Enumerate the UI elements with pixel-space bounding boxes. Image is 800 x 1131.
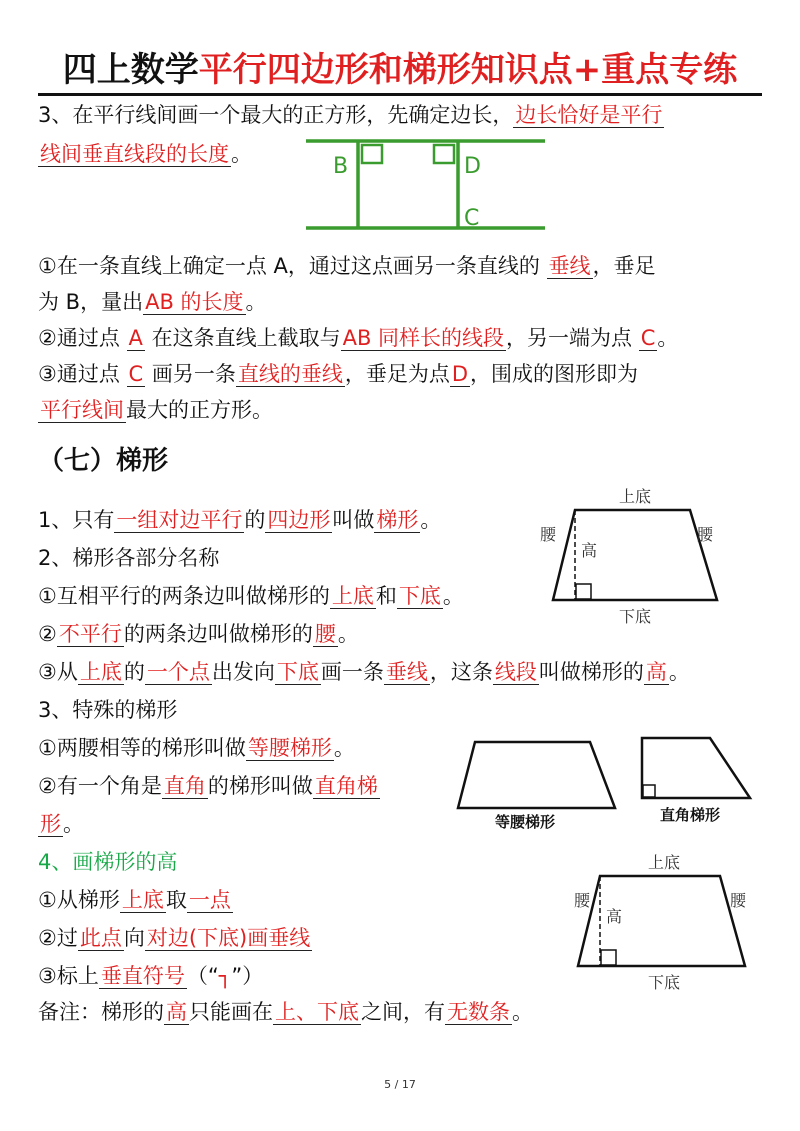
right-angle-mark-right — [434, 145, 454, 163]
right-angle-mark-2 — [601, 950, 616, 965]
label-c: C — [464, 206, 480, 231]
label-b: B — [333, 154, 349, 179]
right-angle-mark-special — [643, 785, 655, 797]
label-top-base: 上底 — [619, 487, 652, 506]
label-bottom-base-2: 下底 — [648, 973, 681, 992]
draw-height-note: 备注：梯形的高只能画在上、下底之间，有无数条。 — [38, 1000, 533, 1024]
label-leg-right-2: 腰 — [730, 891, 747, 910]
special-trapezoids-diagram — [450, 730, 770, 835]
parts-line3: ③从上底的一个点出发向下底画一条垂线，这条线段叫做梯形的高。 — [38, 660, 690, 684]
draw-height-step2: ②过此点向对边(下底)画垂线 — [38, 926, 311, 950]
square-step1: ①在一条直线上确定一点 A，通过这点画另一条直线的 垂线，垂足 — [38, 254, 656, 278]
right-angle-mark-left — [362, 145, 382, 163]
trapezoid-parts-diagram — [535, 482, 730, 632]
isosceles-trapezoid — [458, 742, 615, 808]
special-line1: ①两腰相等的梯形叫做等腰梯形。 — [38, 736, 355, 760]
trapezoid-section-heading: （七）梯形 — [38, 446, 169, 476]
draw-height-heading: 4、画梯形的高 — [38, 850, 178, 874]
caption-right: 直角梯形 — [660, 806, 721, 824]
parts-line2: ②不平行的两条边叫做梯形的腰。 — [38, 622, 359, 646]
title-main: 平行四边形和梯形知识点+重点专练 — [198, 50, 738, 90]
special-line2: ②有一个角是直角的梯形叫做直角梯 — [38, 774, 378, 798]
trapezoid-outline-2 — [578, 876, 745, 966]
square-step3b: 平行线间最大的正方形。 — [40, 398, 273, 422]
label-bottom-base: 下底 — [619, 607, 652, 626]
page-title — [0, 42, 800, 91]
label-leg-right: 腰 — [697, 525, 714, 544]
square-intro-line1: 3、在平行线间画一个最大的正方形，先确定边长，边长恰好是平行 — [38, 103, 663, 127]
parallel-lines-square-diagram — [300, 135, 555, 240]
title-underline — [38, 93, 762, 96]
square-step2: ②通过点 A 在这条直线上截取与AB 同样长的线段，另一端为点 C。 — [38, 326, 679, 350]
square-intro-line2: 线间垂直线段的长度。 — [40, 142, 252, 166]
special-line2b: 形。 — [40, 812, 84, 836]
trapezoid-definition: 1、只有一组对边平行的四边形叫做梯形。 — [38, 508, 442, 532]
label-height-2: 高 — [606, 907, 623, 926]
label-leg-left-2: 腰 — [574, 891, 591, 910]
parts-heading: 2、梯形各部分名称 — [38, 546, 220, 570]
trapezoid-height-diagram — [560, 848, 760, 998]
caption-isosceles: 等腰梯形 — [495, 813, 556, 831]
label-leg-left: 腰 — [540, 525, 557, 544]
right-angle-mark — [576, 584, 591, 599]
right-trapezoid — [642, 738, 750, 798]
title-prefix: 四上数学 — [62, 50, 199, 90]
square-step3: ③通过点 C 画另一条直线的垂线，垂足为点D，围成的图形即为 — [38, 362, 639, 386]
parts-line1: ①互相平行的两条边叫做梯形的上底和下底。 — [38, 584, 464, 608]
draw-height-step1: ①从梯形上底取一点 — [38, 888, 231, 912]
label-top-base-2: 上底 — [648, 853, 681, 872]
square-step1b: 为 B，量出AB 的长度。 — [38, 290, 267, 314]
page-number: 5 / 17 — [384, 1078, 416, 1091]
label-d: D — [464, 154, 481, 179]
trapezoid-outline — [553, 510, 717, 600]
label-height: 高 — [581, 541, 598, 560]
draw-height-step3: ③标上垂直符号（“┐”） — [38, 964, 264, 988]
special-heading: 3、特殊的梯形 — [38, 698, 178, 722]
